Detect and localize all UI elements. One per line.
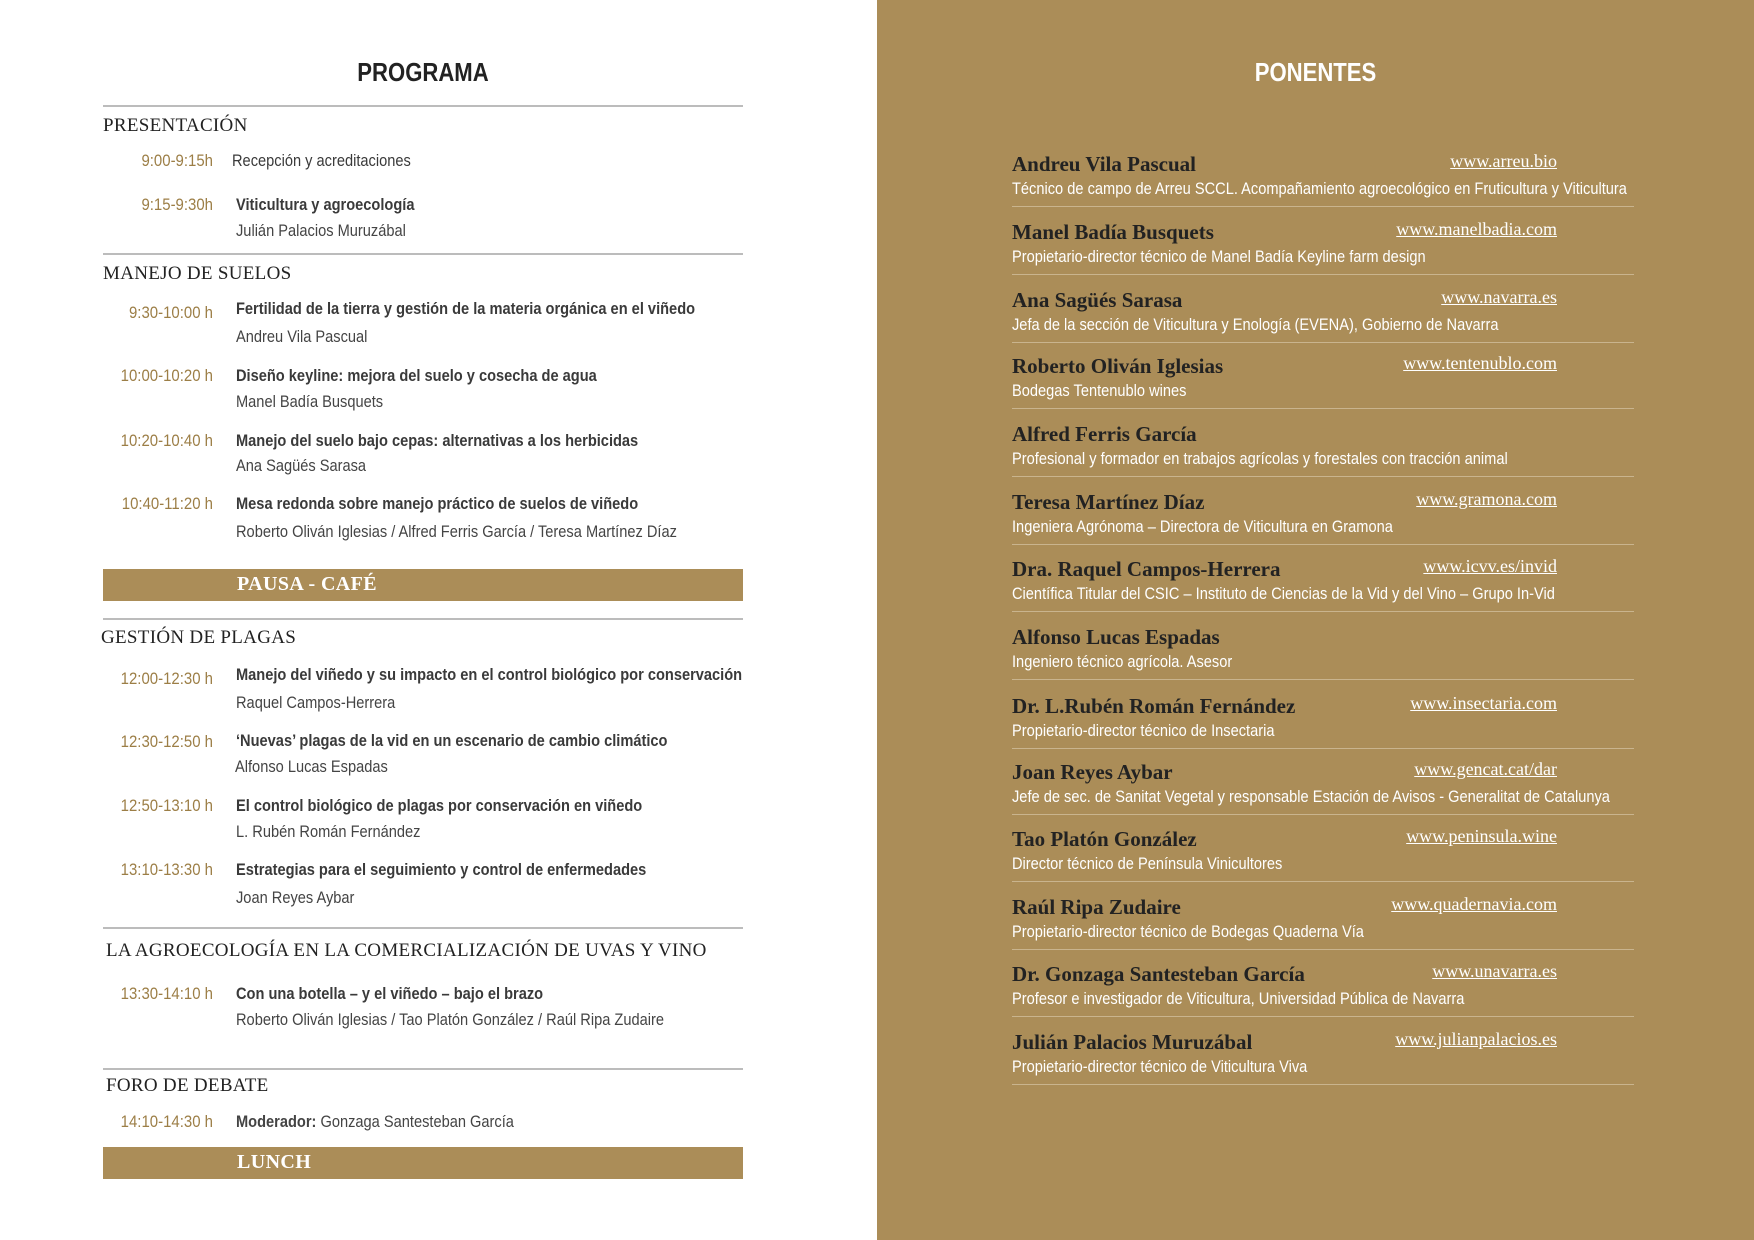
section-presentacion: PRESENTACIÓN <box>103 115 248 136</box>
divider <box>1012 881 1634 882</box>
speaker-role: Técnico de campo de Arreu SCCL. Acompañamiento agroecológico en Fruticultura y Viticultura <box>1012 179 1627 198</box>
speaker-name: Teresa Martínez Díaz <box>1012 490 1205 514</box>
pausa-cafe-band <box>103 569 743 601</box>
speaker-name: Andreu Vila Pascual <box>1012 152 1196 176</box>
divider <box>1012 544 1634 545</box>
speaker-entry <box>1012 353 1557 416</box>
talk-speaker: L. Rubén Román Fernández <box>236 822 421 841</box>
lunch-label: LUNCH <box>237 1151 312 1173</box>
speaker-entry <box>1012 219 1557 282</box>
divider <box>1012 1084 1634 1085</box>
speaker-role: Jefe de sec. de Sanitat Vegetal y responsable Estación de Avisos - Generalitat de Catalunya <box>1012 787 1610 806</box>
time: 10:20-10:40 h <box>120 431 213 450</box>
speaker-entry <box>1012 625 1527 687</box>
divider <box>103 105 743 107</box>
speaker-url[interactable]: www.icvv.es/invid <box>1423 556 1557 576</box>
speaker-role: Propietario-director técnico de Viticultura Viva <box>1012 1057 1308 1076</box>
speaker-role: Propietario-director técnico de Bodegas Quaderna Vía <box>1012 922 1364 941</box>
time: 12:50-13:10 h <box>120 796 213 815</box>
time: 12:00-12:30 h <box>120 669 213 688</box>
time: 9:30-10:00 h <box>128 303 213 322</box>
speaker-url[interactable]: www.unavarra.es <box>1432 961 1557 981</box>
speaker-url[interactable]: www.insectaria.com <box>1410 693 1557 713</box>
divider <box>1012 1016 1634 1017</box>
section-suelos: MANEJO DE SUELOS <box>103 263 292 284</box>
talk-speaker: Andreu Vila Pascual <box>236 327 368 346</box>
section-comercializacion: LA AGROECOLOGÍA EN LA COMERCIALIZACIÓN DE UVAS Y VINO <box>106 940 707 961</box>
talk-title: Recepción y acreditaciones <box>232 151 411 170</box>
ponentes-title: PONENTES <box>1254 57 1377 87</box>
pausa-label: PAUSA - CAFÉ <box>237 573 377 595</box>
talk-speaker: Joan Reyes Aybar <box>236 888 355 907</box>
divider <box>103 927 743 929</box>
speaker-role: Propietario-director técnico de Manel Badía Keyline farm design <box>1012 247 1426 266</box>
speaker-entry <box>1012 826 1557 889</box>
speaker-role: Ingeniero técnico agrícola. Asesor <box>1012 652 1233 671</box>
talk-title: El control biológico de plagas por conservación en viñedo <box>236 796 643 815</box>
time: 13:30-14:10 h <box>120 984 213 1003</box>
talk-speaker: Ana Sagüés Sarasa <box>236 456 367 475</box>
speaker-entry <box>1012 961 1557 1024</box>
time: 9:15-9:30h <box>141 195 213 214</box>
speaker-role: Propietario-director técnico de Insectaria <box>1012 721 1275 740</box>
speaker-name: Raúl Ripa Zudaire <box>1012 895 1181 919</box>
speaker-role: Director técnico de Península Vinicultores <box>1012 854 1283 873</box>
divider <box>1012 748 1634 749</box>
speaker-entry <box>1012 556 1557 619</box>
speaker-url[interactable]: www.arreu.bio <box>1450 151 1557 171</box>
speaker-name: Julián Palacios Muruzábal <box>1012 1030 1253 1054</box>
talk-title: Mesa redonda sobre manejo práctico de suelos de viñedo <box>236 494 639 513</box>
speaker-url[interactable]: www.tentenublo.com <box>1403 353 1557 373</box>
speaker-url[interactable]: www.gencat.cat/dar <box>1414 759 1557 779</box>
speaker-entry <box>1012 1029 1557 1092</box>
speaker-name: Ana Sagüés Sarasa <box>1012 288 1183 312</box>
speaker-url[interactable]: www.manelbadia.com <box>1396 219 1557 239</box>
speaker-name: Roberto Oliván Iglesias <box>1012 354 1224 378</box>
talk-speaker: Raquel Campos-Herrera <box>236 693 396 712</box>
speaker-name: Dr. L.Rubén Román Fernández <box>1012 694 1296 718</box>
divider <box>1012 206 1634 207</box>
time: 10:40-11:20 h <box>121 494 213 513</box>
speaker-name: Joan Reyes Aybar <box>1012 760 1173 784</box>
speaker-url[interactable]: www.gramona.com <box>1416 489 1557 509</box>
speaker-url[interactable]: www.navarra.es <box>1441 287 1557 307</box>
divider <box>1012 342 1634 343</box>
speaker-entry <box>1012 759 1610 822</box>
speaker-role: Jefa de la sección de Viticultura y Enología (EVENA), Gobierno de Navarra <box>1012 315 1499 334</box>
time: 10:00-10:20 h <box>120 366 213 385</box>
speaker-entry <box>1012 489 1557 552</box>
divider <box>1012 949 1634 950</box>
speaker-role: Profesional y formador en trabajos agrícolas y forestales con tracción animal <box>1012 449 1508 468</box>
talk-title: Fertilidad de la tierra y gestión de la materia orgánica en el viñedo <box>236 299 696 318</box>
talk-title: Viticultura y agroecología <box>236 195 415 214</box>
section-plagas: GESTIÓN DE PLAGAS <box>101 627 297 648</box>
speaker-name: Alfred Ferris García <box>1012 422 1197 446</box>
speaker-name: Tao Platón González <box>1012 827 1197 851</box>
speaker-role: Ingeniera Agrónoma – Directora de Viticultura en Gramona <box>1012 517 1393 536</box>
section-foro: FORO DE DEBATE <box>106 1075 269 1096</box>
divider <box>1012 476 1634 477</box>
talk-speaker: Roberto Oliván Iglesias / Tao Platón González / Raúl Ripa Zudaire <box>236 1010 665 1029</box>
speaker-role: Bodegas Tentenublo wines <box>1012 381 1187 400</box>
speaker-entry <box>1012 422 1527 484</box>
divider <box>103 1068 743 1070</box>
divider <box>103 253 743 255</box>
speaker-entry <box>1012 287 1557 350</box>
speaker-entry <box>1012 151 1627 214</box>
divider <box>103 618 743 620</box>
talk-title: Manejo del viñedo y su impacto en el control biológico por conservación <box>236 665 743 684</box>
speaker-url[interactable]: www.julianpalacios.es <box>1395 1029 1557 1049</box>
talk-title: Con una botella – y el viñedo – bajo el brazo <box>236 984 544 1003</box>
talk-title: Estrategias para el seguimiento y control de enfermedades <box>236 860 647 879</box>
time: 14:10-14:30 h <box>120 1112 213 1131</box>
divider <box>1012 611 1634 612</box>
time: 9:00-9:15h <box>141 151 213 170</box>
moderator-name: Gonzaga Santesteban García <box>320 1112 514 1131</box>
speaker-name: Dr. Gonzaga Santesteban García <box>1012 962 1305 986</box>
divider <box>1012 408 1634 409</box>
speaker-url[interactable]: www.quadernavia.com <box>1391 894 1557 914</box>
speaker-entry <box>1012 693 1557 756</box>
time: 12:30-12:50 h <box>120 732 213 751</box>
talk-speaker: Manel Badía Busquets <box>236 392 384 411</box>
speaker-url[interactable]: www.peninsula.wine <box>1406 826 1557 846</box>
speaker-name: Dra. Raquel Campos-Herrera <box>1012 557 1281 581</box>
speaker-role: Científica Titular del CSIC – Instituto de Ciencias de la Vid y del Vino – Grupo In-Vid <box>1012 584 1555 603</box>
programa-title: PROGRAMA <box>357 57 489 87</box>
lunch-band <box>103 1147 743 1179</box>
divider <box>1012 679 1634 680</box>
time: 13:10-13:30 h <box>120 860 213 879</box>
talk-speaker: Julián Palacios Muruzábal <box>236 221 406 240</box>
talk-speaker: Roberto Oliván Iglesias / Alfred Ferris García / Teresa Martínez Díaz <box>236 522 677 541</box>
speaker-name: Alfonso Lucas Espadas <box>1012 625 1220 649</box>
talk-speaker: Alfonso Lucas Espadas <box>235 757 388 776</box>
divider <box>1012 814 1634 815</box>
ponentes-panel <box>877 0 1754 1240</box>
speaker-name: Manel Badía Busquets <box>1012 220 1214 244</box>
moderator-label: Moderador: <box>236 1112 317 1131</box>
talk-title: Diseño keyline: mejora del suelo y cosecha de agua <box>236 366 597 385</box>
speaker-role: Profesor e investigador de Viticultura, Universidad Pública de Navarra <box>1012 989 1465 1008</box>
speaker-entry <box>1012 894 1557 957</box>
moderator-line <box>236 1112 514 1132</box>
talk-title: ‘Nuevas’ plagas de la vid en un escenario de cambio climático <box>236 731 668 750</box>
divider <box>1012 274 1634 275</box>
talk-title: Manejo del suelo bajo cepas: alternativas a los herbicidas <box>236 431 639 450</box>
